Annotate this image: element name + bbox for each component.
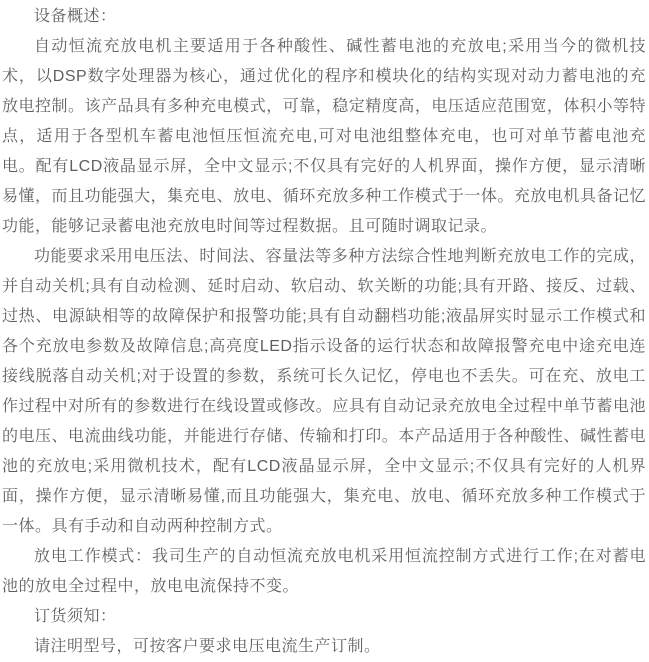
function-requirements-paragraph: 功能要求采用电压法、时间法、容量法等多种方法综合性地判断充放电工作的完成，并自动关机;具有自动检测、延时启动、软启动、软关断的功能;具有开路、接反、过载、过热、电源缺相等的故障保护和报警功能;具有自动翻档功能;液晶屏实时显示工作模式和各个充放电参数及故障信息;高亮度LED指示设备的运行状态和故障报警充电中途充电连接线脱落自动关机;对于设置的参数，系统可长久记忆，停电也不丢失。可在充、放电工作过程中对所有的参数进行在线设置或修改。应具有自动记录充放电全过程中单节蓄电池的电压、电流曲线功能，并能进行存储、传输和打印。本产品适用于各种酸性、碱性蓄电池的充放电;采用微机技术，配有LCD液晶显示屏，全中文显示;不仅具有完好的人机界面，操作方便，显示清晰易懂,而且功能强大，集充电、放电、循环充放多种工作模式于一体。具有手动和自动两种控制方式。 (2, 248, 646, 535)
discharge-mode-paragraph: 放电工作模式：我司生产的自动恒流充放电机采用恒流控制方式进行工作;在对蓄电池的放电全过程中，放电电流保持不变。 (2, 548, 646, 595)
order-notice-paragraph: 请注明型号，可按客户要求电压电流生产订制。 (34, 638, 381, 655)
overview-paragraph: 自动恒流充放电机主要适用于各种酸性、碱性蓄电池的充放电;采用当今的微机技术，以DSP数字处理器为核心，通过优化的程序和模块化的结构实现对动力蓄电池的充放电控制。该产品具有多种充电模式，可靠，稳定精度高，电压适应范围宽，体积小等特点，适用于各型机车蓄电池恒压恒流充电,可对电池组整体充电，也可对单节蓄电池充电。配有LCD液晶显示屏，全中文显示;不仅具有完好的人机界面，操作方便，显示清晰易懂，而且功能强大，集充电、放电、循环充放多种工作模式于一体。充放电机具备记忆功能，能够记录蓄电池充放电时间等过程数据。且可随时调取记录。 (2, 38, 646, 235)
order-notice-heading: 订货须知： (34, 608, 117, 625)
overview-heading: 设备概述： (34, 8, 117, 25)
document-body (2, 2, 646, 662)
